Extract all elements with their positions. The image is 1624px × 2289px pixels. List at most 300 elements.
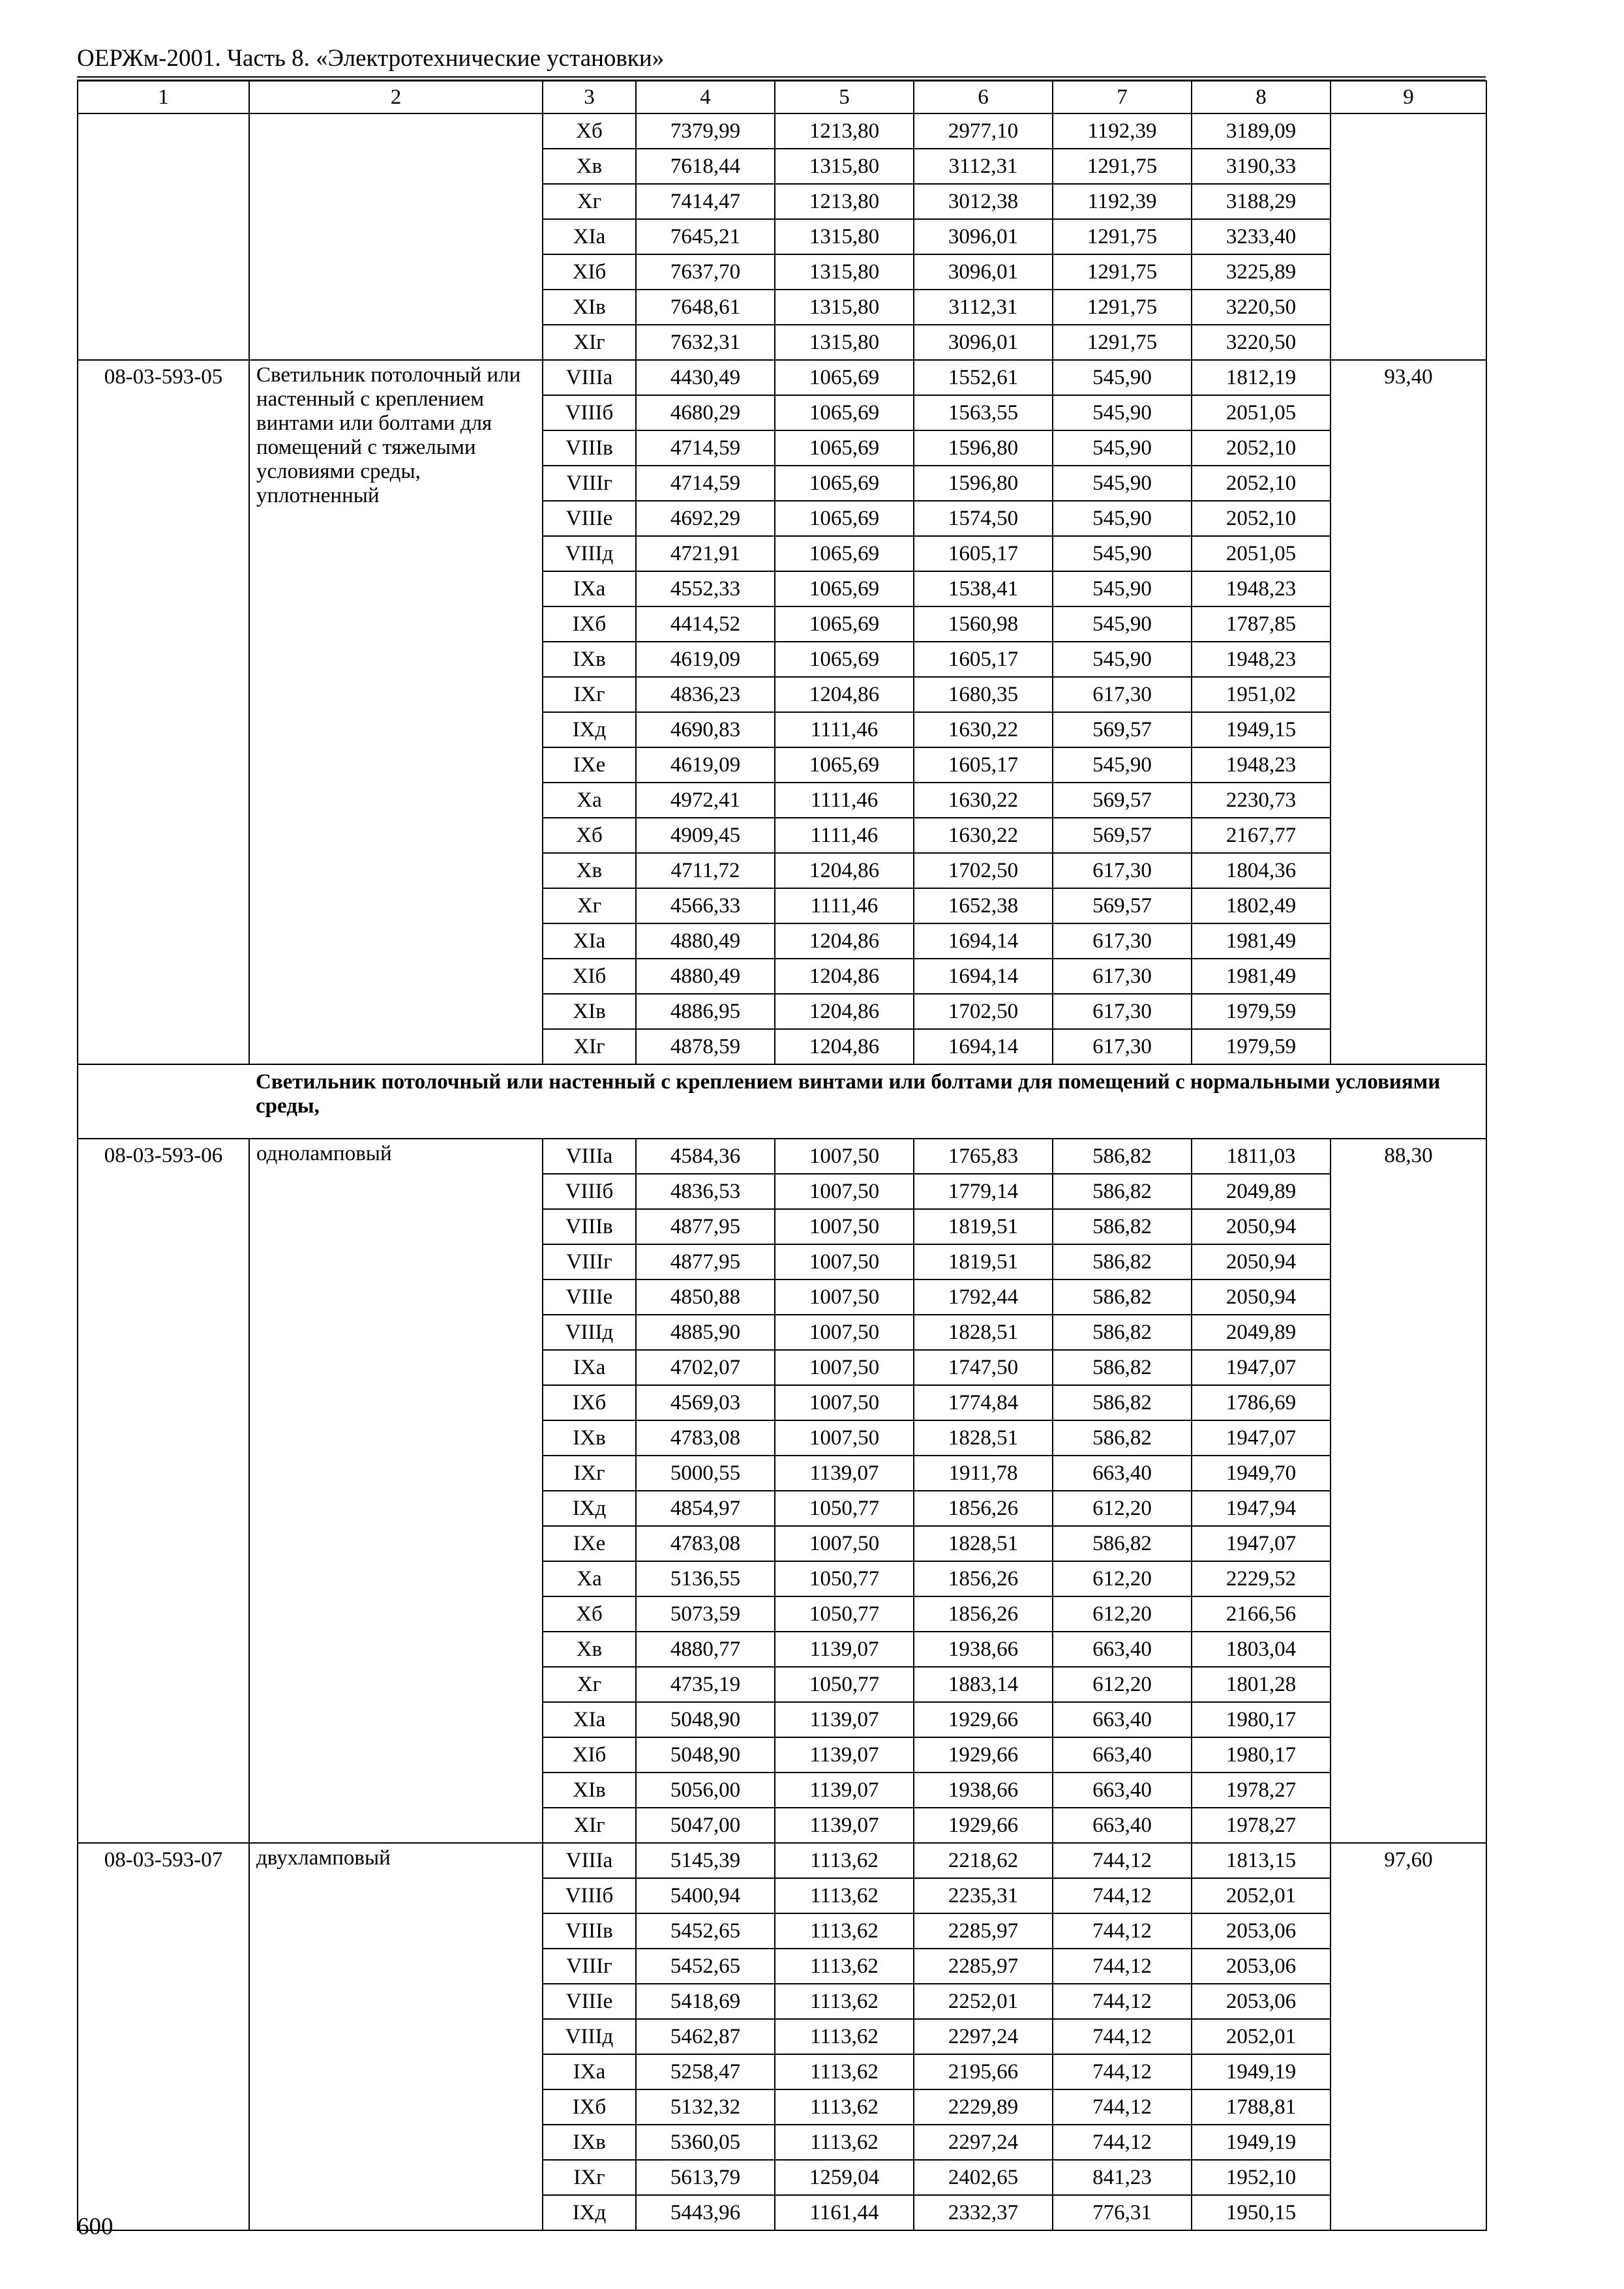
machinist-wages-cell: 612,20 — [1053, 1596, 1192, 1632]
machinist-wages-cell: 612,20 — [1053, 1491, 1192, 1526]
machinist-wages-cell: 545,90 — [1053, 360, 1192, 395]
total-cost-cell: 4566,33 — [636, 888, 775, 923]
climate-zone-cell: VIIIа — [543, 1139, 636, 1174]
climate-zone-cell: IXг — [543, 2160, 636, 2195]
machines-cost-cell: 1694,14 — [914, 1029, 1053, 1064]
machinist-wages-cell: 841,23 — [1053, 2160, 1192, 2195]
description-text: двухламповый — [256, 1846, 391, 1870]
climate-zone-cell: IXе — [543, 1526, 636, 1561]
total-cost-cell: 5400,94 — [636, 1878, 775, 1913]
machinist-wages-cell: 776,31 — [1053, 2195, 1192, 2230]
wages-cell: 1065,69 — [775, 536, 914, 571]
machines-cost-cell: 2297,24 — [914, 2019, 1053, 2054]
wages-cell: 1007,50 — [775, 1209, 914, 1244]
climate-zone-cell: Xа — [543, 783, 636, 818]
materials-cost-cell: 3233,40 — [1192, 219, 1331, 254]
materials-cost-cell: 1949,70 — [1192, 1456, 1331, 1491]
total-cost-cell: 7632,31 — [636, 325, 775, 360]
machines-cost-cell: 1938,66 — [914, 1773, 1053, 1808]
machines-cost-cell: 2402,65 — [914, 2160, 1053, 2195]
machines-cost-cell: 1596,80 — [914, 466, 1053, 501]
climate-zone-cell: VIIIг — [543, 1244, 636, 1279]
wages-cell: 1065,69 — [775, 747, 914, 783]
machines-cost-cell: 1680,35 — [914, 677, 1053, 712]
machinist-wages-cell: 744,12 — [1053, 1878, 1192, 1913]
machinist-wages-cell: 586,82 — [1053, 1526, 1192, 1561]
machines-cost-cell: 2285,97 — [914, 1913, 1053, 1949]
materials-cost-cell: 2050,94 — [1192, 1279, 1331, 1315]
wages-cell: 1113,62 — [775, 2054, 914, 2089]
machinist-wages-cell: 1192,39 — [1053, 113, 1192, 149]
total-cost-cell: 5258,47 — [636, 2054, 775, 2089]
wages-cell: 1213,80 — [775, 184, 914, 219]
climate-zone-cell: XIб — [543, 1737, 636, 1773]
table-body — [78, 81, 1486, 2230]
materials-cost-cell: 1947,07 — [1192, 1420, 1331, 1456]
materials-cost-cell: 2052,10 — [1192, 466, 1331, 501]
climate-zone-cell: XIа — [543, 1702, 636, 1737]
climate-zone-cell: XIг — [543, 1029, 636, 1064]
wages-cell: 1065,69 — [775, 430, 914, 466]
climate-zone-cell: VIIIе — [543, 1279, 636, 1315]
total-cost-cell: 4885,90 — [636, 1315, 775, 1350]
machines-cost-cell: 1652,38 — [914, 888, 1053, 923]
materials-cost-cell: 3188,29 — [1192, 184, 1331, 219]
machinist-wages-cell: 612,20 — [1053, 1667, 1192, 1702]
materials-cost-cell: 2166,56 — [1192, 1596, 1331, 1632]
wages-cell: 1065,69 — [775, 395, 914, 430]
labor-hours-cell: 93,40 — [1331, 360, 1486, 1064]
machines-cost-cell: 1574,50 — [914, 501, 1053, 536]
climate-zone-cell: Xг — [543, 184, 636, 219]
total-cost-cell: 4702,07 — [636, 1350, 775, 1385]
climate-zone-cell: IXб — [543, 1385, 636, 1420]
rate-code-cell: 08-03-593-06 — [78, 1139, 249, 1843]
wages-cell: 1050,77 — [775, 1561, 914, 1596]
climate-zone-cell: Xб — [543, 113, 636, 149]
machinist-wages-cell: 617,30 — [1053, 853, 1192, 888]
climate-zone-cell: XIа — [543, 219, 636, 254]
machinist-wages-cell: 744,12 — [1053, 2089, 1192, 2125]
column-number-3: 3 — [543, 81, 636, 113]
total-cost-cell: 5056,00 — [636, 1773, 775, 1808]
column-number-9: 9 — [1331, 81, 1486, 113]
total-cost-cell: 4880,49 — [636, 959, 775, 994]
header-rule — [77, 76, 1486, 78]
machines-cost-cell: 1605,17 — [914, 642, 1053, 677]
total-cost-cell: 4878,59 — [636, 1029, 775, 1064]
total-cost-cell: 5048,90 — [636, 1702, 775, 1737]
materials-cost-cell: 1947,94 — [1192, 1491, 1331, 1526]
machinist-wages-cell: 545,90 — [1053, 501, 1192, 536]
materials-cost-cell: 2051,05 — [1192, 536, 1331, 571]
wages-cell: 1139,07 — [775, 1702, 914, 1737]
wages-cell: 1007,50 — [775, 1526, 914, 1561]
machines-cost-cell: 1779,14 — [914, 1174, 1053, 1209]
wages-cell: 1007,50 — [775, 1244, 914, 1279]
wages-cell: 1204,86 — [775, 677, 914, 712]
wages-cell: 1065,69 — [775, 642, 914, 677]
machines-cost-cell: 2252,01 — [914, 1984, 1053, 2019]
wages-cell: 1065,69 — [775, 466, 914, 501]
materials-cost-cell: 2053,06 — [1192, 1949, 1331, 1984]
materials-cost-cell: 2052,10 — [1192, 430, 1331, 466]
climate-zone-cell: IXа — [543, 571, 636, 606]
climate-zone-cell: IXб — [543, 606, 636, 642]
wages-cell: 1007,50 — [775, 1279, 914, 1315]
table-row — [78, 1139, 1486, 1174]
machines-cost-cell: 3096,01 — [914, 325, 1053, 360]
materials-cost-cell: 2167,77 — [1192, 818, 1331, 853]
machinist-wages-cell: 569,57 — [1053, 783, 1192, 818]
total-cost-cell: 4836,53 — [636, 1174, 775, 1209]
machines-cost-cell: 1552,61 — [914, 360, 1053, 395]
rate-code-cell — [78, 113, 249, 360]
wages-cell: 1139,07 — [775, 1737, 914, 1773]
machinist-wages-cell: 545,90 — [1053, 466, 1192, 501]
climate-zone-cell: VIIIа — [543, 1843, 636, 1878]
climate-zone-cell: Xв — [543, 1632, 636, 1667]
description-cell — [249, 1843, 543, 2230]
total-cost-cell: 4880,77 — [636, 1632, 775, 1667]
materials-cost-cell: 2052,10 — [1192, 501, 1331, 536]
machines-cost-cell: 1747,50 — [914, 1350, 1053, 1385]
column-number-row — [78, 81, 1486, 113]
machines-cost-cell: 2332,37 — [914, 2195, 1053, 2230]
machinist-wages-cell: 545,90 — [1053, 642, 1192, 677]
column-number-4: 4 — [636, 81, 775, 113]
machinist-wages-cell: 663,40 — [1053, 1737, 1192, 1773]
climate-zone-cell: VIIIг — [543, 466, 636, 501]
machines-cost-cell: 1630,22 — [914, 783, 1053, 818]
column-number-6: 6 — [914, 81, 1053, 113]
table-row — [78, 113, 1486, 149]
materials-cost-cell: 1801,28 — [1192, 1667, 1331, 1702]
total-cost-cell: 4714,59 — [636, 466, 775, 501]
machines-cost-cell: 1828,51 — [914, 1315, 1053, 1350]
total-cost-cell: 4877,95 — [636, 1244, 775, 1279]
labor-hours-cell — [1331, 113, 1486, 360]
wages-cell: 1113,62 — [775, 1984, 914, 2019]
machines-cost-cell: 1856,26 — [914, 1596, 1053, 1632]
climate-zone-cell: Xг — [543, 888, 636, 923]
machinist-wages-cell: 545,90 — [1053, 430, 1192, 466]
climate-zone-cell: XIг — [543, 325, 636, 360]
climate-zone-cell: Xб — [543, 1596, 636, 1632]
wages-cell: 1204,86 — [775, 1029, 914, 1064]
climate-zone-cell: Xв — [543, 149, 636, 184]
price-table — [77, 80, 1487, 2231]
machinist-wages-cell: 744,12 — [1053, 1949, 1192, 1984]
table-row — [78, 1843, 1486, 1878]
description-cell — [249, 360, 543, 1064]
machines-cost-cell: 1856,26 — [914, 1491, 1053, 1526]
climate-zone-cell: VIIIд — [543, 2019, 636, 2054]
wages-cell: 1111,46 — [775, 818, 914, 853]
total-cost-cell: 7618,44 — [636, 149, 775, 184]
total-cost-cell: 5443,96 — [636, 2195, 775, 2230]
total-cost-cell: 7379,99 — [636, 113, 775, 149]
wages-cell: 1050,77 — [775, 1667, 914, 1702]
climate-zone-cell: VIIIб — [543, 1878, 636, 1913]
climate-zone-cell: VIIIе — [543, 1984, 636, 2019]
total-cost-cell: 4619,09 — [636, 747, 775, 783]
climate-zone-cell: Xб — [543, 818, 636, 853]
materials-cost-cell: 1950,15 — [1192, 2195, 1331, 2230]
wages-cell: 1315,80 — [775, 254, 914, 290]
materials-cost-cell: 1786,69 — [1192, 1385, 1331, 1420]
wages-cell: 1113,62 — [775, 1949, 914, 1984]
total-cost-cell: 4836,23 — [636, 677, 775, 712]
materials-cost-cell: 2229,52 — [1192, 1561, 1331, 1596]
rate-code-cell: 08-03-593-05 — [78, 360, 249, 1064]
machines-cost-cell: 2977,10 — [914, 113, 1053, 149]
wages-cell: 1065,69 — [775, 501, 914, 536]
total-cost-cell: 5613,79 — [636, 2160, 775, 2195]
climate-zone-cell: Xг — [543, 1667, 636, 1702]
materials-cost-cell: 2230,73 — [1192, 783, 1331, 818]
materials-cost-cell: 1947,07 — [1192, 1526, 1331, 1561]
wages-cell: 1065,69 — [775, 606, 914, 642]
climate-zone-cell: VIIIд — [543, 1315, 636, 1350]
page-number: 600 — [77, 2213, 113, 2240]
climate-zone-cell: IXа — [543, 1350, 636, 1385]
machinist-wages-cell: 617,30 — [1053, 959, 1192, 994]
total-cost-cell: 5000,55 — [636, 1456, 775, 1491]
section-heading-row — [78, 1064, 1486, 1139]
wages-cell: 1259,04 — [775, 2160, 914, 2195]
machines-cost-cell: 1702,50 — [914, 994, 1053, 1029]
materials-cost-cell: 1811,03 — [1192, 1139, 1331, 1174]
climate-zone-cell: VIIIб — [543, 1174, 636, 1209]
machines-cost-cell: 1596,80 — [914, 430, 1053, 466]
climate-zone-cell: Xв — [543, 853, 636, 888]
machinist-wages-cell: 569,57 — [1053, 888, 1192, 923]
total-cost-cell: 4569,03 — [636, 1385, 775, 1420]
labor-hours-cell: 97,60 — [1331, 1843, 1486, 2230]
machinist-wages-cell: 744,12 — [1053, 1984, 1192, 2019]
climate-zone-cell: XIа — [543, 923, 636, 959]
machines-cost-cell: 1694,14 — [914, 923, 1053, 959]
wages-cell: 1315,80 — [775, 149, 914, 184]
wages-cell: 1113,62 — [775, 2125, 914, 2160]
wages-cell: 1050,77 — [775, 1491, 914, 1526]
materials-cost-cell: 1981,49 — [1192, 923, 1331, 959]
materials-cost-cell: 1980,17 — [1192, 1737, 1331, 1773]
wages-cell: 1204,86 — [775, 923, 914, 959]
climate-zone-cell: VIIIб — [543, 395, 636, 430]
machinist-wages-cell: 586,82 — [1053, 1174, 1192, 1209]
machinist-wages-cell: 744,12 — [1053, 2019, 1192, 2054]
wages-cell: 1065,69 — [775, 571, 914, 606]
total-cost-cell: 4783,08 — [636, 1526, 775, 1561]
total-cost-cell: 4414,52 — [636, 606, 775, 642]
machines-cost-cell: 2285,97 — [914, 1949, 1053, 1984]
total-cost-cell: 4972,41 — [636, 783, 775, 818]
total-cost-cell: 4552,33 — [636, 571, 775, 606]
machinist-wages-cell: 586,82 — [1053, 1279, 1192, 1315]
total-cost-cell: 5145,39 — [636, 1843, 775, 1878]
materials-cost-cell: 1949,19 — [1192, 2125, 1331, 2160]
machines-cost-cell: 1819,51 — [914, 1244, 1053, 1279]
materials-cost-cell: 1981,49 — [1192, 959, 1331, 994]
climate-zone-cell: XIв — [543, 994, 636, 1029]
total-cost-cell: 5452,65 — [636, 1949, 775, 1984]
climate-zone-cell: XIв — [543, 1773, 636, 1808]
total-cost-cell: 5136,55 — [636, 1561, 775, 1596]
rate-code-cell: 08-03-593-07 — [78, 1843, 249, 2230]
machinist-wages-cell: 586,82 — [1053, 1139, 1192, 1174]
materials-cost-cell: 1948,23 — [1192, 642, 1331, 677]
climate-zone-cell: VIIIв — [543, 430, 636, 466]
materials-cost-cell: 1788,81 — [1192, 2089, 1331, 2125]
total-cost-cell: 4721,91 — [636, 536, 775, 571]
machines-cost-cell: 1856,26 — [914, 1561, 1053, 1596]
machinist-wages-cell: 545,90 — [1053, 747, 1192, 783]
machinist-wages-cell: 545,90 — [1053, 395, 1192, 430]
machinist-wages-cell: 1291,75 — [1053, 254, 1192, 290]
materials-cost-cell: 1980,17 — [1192, 1702, 1331, 1737]
document-header: ОЕРЖм-2001. Часть 8. «Электротехнические установки» — [77, 45, 665, 72]
materials-cost-cell: 1812,19 — [1192, 360, 1331, 395]
machinist-wages-cell: 1291,75 — [1053, 219, 1192, 254]
materials-cost-cell: 1952,10 — [1192, 2160, 1331, 2195]
wages-cell: 1007,50 — [775, 1139, 914, 1174]
machinist-wages-cell: 545,90 — [1053, 606, 1192, 642]
wages-cell: 1113,62 — [775, 1843, 914, 1878]
materials-cost-cell: 2053,06 — [1192, 1984, 1331, 2019]
climate-zone-cell: IXг — [543, 1456, 636, 1491]
machinist-wages-cell: 744,12 — [1053, 2125, 1192, 2160]
machines-cost-cell: 1605,17 — [914, 747, 1053, 783]
machinist-wages-cell: 586,82 — [1053, 1385, 1192, 1420]
wages-cell: 1007,50 — [775, 1420, 914, 1456]
machines-cost-cell: 1563,55 — [914, 395, 1053, 430]
total-cost-cell: 4850,88 — [636, 1279, 775, 1315]
machines-cost-cell: 1911,78 — [914, 1456, 1053, 1491]
machines-cost-cell: 1828,51 — [914, 1526, 1053, 1561]
machinist-wages-cell: 586,82 — [1053, 1315, 1192, 1350]
total-cost-cell: 4430,49 — [636, 360, 775, 395]
materials-cost-cell: 2049,89 — [1192, 1174, 1331, 1209]
machines-cost-cell: 3096,01 — [914, 219, 1053, 254]
total-cost-cell: 4909,45 — [636, 818, 775, 853]
climate-zone-cell: IXв — [543, 2125, 636, 2160]
machines-cost-cell: 1538,41 — [914, 571, 1053, 606]
climate-zone-cell: VIIIв — [543, 1209, 636, 1244]
materials-cost-cell: 3189,09 — [1192, 113, 1331, 149]
materials-cost-cell: 2051,05 — [1192, 395, 1331, 430]
total-cost-cell: 4783,08 — [636, 1420, 775, 1456]
total-cost-cell: 5452,65 — [636, 1913, 775, 1949]
materials-cost-cell: 1979,59 — [1192, 1029, 1331, 1064]
wages-cell: 1007,50 — [775, 1315, 914, 1350]
climate-zone-cell: VIIIд — [543, 536, 636, 571]
total-cost-cell: 4877,95 — [636, 1209, 775, 1244]
wages-cell: 1007,50 — [775, 1174, 914, 1209]
machinist-wages-cell: 586,82 — [1053, 1350, 1192, 1385]
wages-cell: 1139,07 — [775, 1632, 914, 1667]
machines-cost-cell: 1694,14 — [914, 959, 1053, 994]
climate-zone-cell: IXв — [543, 642, 636, 677]
description-text: Светильник потолочный или настенный с креплением винтами или болтами для помещений с тяжелыми условиями среды, уплотненный — [256, 363, 521, 507]
wages-cell: 1315,80 — [775, 219, 914, 254]
machines-cost-cell: 1560,98 — [914, 606, 1053, 642]
materials-cost-cell: 1804,36 — [1192, 853, 1331, 888]
wages-cell: 1113,62 — [775, 1913, 914, 1949]
total-cost-cell: 4711,72 — [636, 853, 775, 888]
description-cell — [249, 1139, 543, 1843]
wages-cell: 1213,80 — [775, 113, 914, 149]
wages-cell: 1204,86 — [775, 959, 914, 994]
column-number-2: 2 — [249, 81, 543, 113]
climate-zone-cell: XIг — [543, 1808, 636, 1843]
machines-cost-cell: 1938,66 — [914, 1632, 1053, 1667]
wages-cell: 1050,77 — [775, 1596, 914, 1632]
machines-cost-cell: 2229,89 — [914, 2089, 1053, 2125]
materials-cost-cell: 2049,89 — [1192, 1315, 1331, 1350]
machines-cost-cell: 1792,44 — [914, 1279, 1053, 1315]
machinist-wages-cell: 1291,75 — [1053, 290, 1192, 325]
materials-cost-cell: 1803,04 — [1192, 1632, 1331, 1667]
wages-cell: 1315,80 — [775, 290, 914, 325]
machines-cost-cell: 3096,01 — [914, 254, 1053, 290]
total-cost-cell: 5418,69 — [636, 1984, 775, 2019]
climate-zone-cell: VIIIв — [543, 1913, 636, 1949]
machinist-wages-cell: 569,57 — [1053, 818, 1192, 853]
machinist-wages-cell: 545,90 — [1053, 571, 1192, 606]
climate-zone-cell: VIIIе — [543, 501, 636, 536]
column-number-8: 8 — [1192, 81, 1331, 113]
machinist-wages-cell: 1192,39 — [1053, 184, 1192, 219]
materials-cost-cell: 2050,94 — [1192, 1244, 1331, 1279]
materials-cost-cell: 2050,94 — [1192, 1209, 1331, 1244]
machinist-wages-cell: 617,30 — [1053, 923, 1192, 959]
wages-cell: 1139,07 — [775, 1773, 914, 1808]
table-row — [78, 360, 1486, 395]
materials-cost-cell: 1949,15 — [1192, 712, 1331, 747]
climate-zone-cell: VIIIг — [543, 1949, 636, 1984]
materials-cost-cell: 1951,02 — [1192, 677, 1331, 712]
wages-cell: 1204,86 — [775, 994, 914, 1029]
wages-cell: 1065,69 — [775, 360, 914, 395]
materials-cost-cell: 1949,19 — [1192, 2054, 1331, 2089]
machinist-wages-cell: 612,20 — [1053, 1561, 1192, 1596]
machinist-wages-cell: 1291,75 — [1053, 149, 1192, 184]
climate-zone-cell: XIв — [543, 290, 636, 325]
total-cost-cell: 5132,32 — [636, 2089, 775, 2125]
total-cost-cell: 4880,49 — [636, 923, 775, 959]
total-cost-cell: 4735,19 — [636, 1667, 775, 1702]
total-cost-cell: 7648,61 — [636, 290, 775, 325]
machinist-wages-cell: 744,12 — [1053, 2054, 1192, 2089]
materials-cost-cell: 1813,15 — [1192, 1843, 1331, 1878]
total-cost-cell: 4584,36 — [636, 1139, 775, 1174]
machines-cost-cell: 1929,66 — [914, 1702, 1053, 1737]
materials-cost-cell: 3225,89 — [1192, 254, 1331, 290]
total-cost-cell: 5048,90 — [636, 1737, 775, 1773]
wages-cell: 1204,86 — [775, 853, 914, 888]
climate-zone-cell: IXв — [543, 1420, 636, 1456]
wages-cell: 1007,50 — [775, 1350, 914, 1385]
machines-cost-cell: 3112,31 — [914, 290, 1053, 325]
materials-cost-cell: 3220,50 — [1192, 325, 1331, 360]
machines-cost-cell: 1819,51 — [914, 1209, 1053, 1244]
description-cell — [249, 113, 543, 360]
machinist-wages-cell: 569,57 — [1053, 712, 1192, 747]
section-title: Светильник потолочный или настенный с креплением винтами или болтами для помещений с нормальными условиями среды, — [78, 1064, 1486, 1139]
total-cost-cell: 7645,21 — [636, 219, 775, 254]
